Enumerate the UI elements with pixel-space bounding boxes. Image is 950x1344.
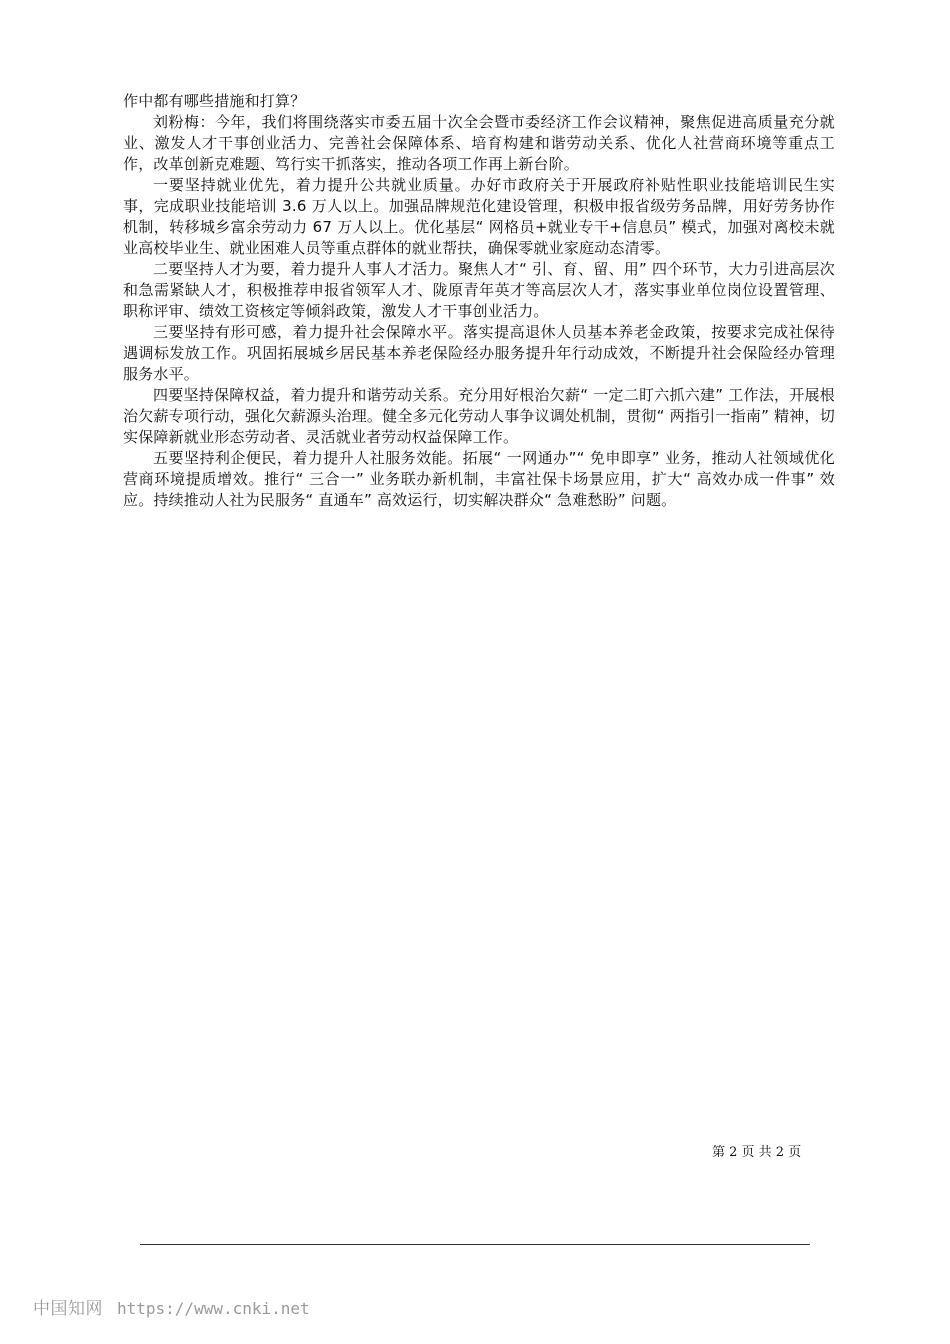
article-paragraph: 刘粉梅：今年，我们将围绕落实市委五届十次全会暨市委经济工作会议精神，聚焦促进高质量充分就业、激发人才干事创业活力、完善社会保障体系、培育构建和谐劳动关系、优化人社营商环境等重点工作，改革创新克难题、笃行实干抓落实，推动各项工作再上新台阶。 [123, 113, 835, 173]
article-body [123, 91, 835, 511]
cnki-watermark [33, 1294, 310, 1319]
article-paragraph: 三要坚持有形可感，着力提升社会保障水平。落实提高退休人员基本养老金政策，按要求完成社保待遇调标发放工作。巩固拓展城乡居民基本养老保险经办服务提升年行动成效，不断提升社会保险经办管理服务水平。 [123, 323, 835, 383]
article-paragraph: 二要坚持人才为要，着力提升人事人才活力。聚焦人才“ 引、育、留、用” 四个环节，大力引进高层次和急需紧缺人才，积极推荐申报省领军人才、陇原青年英才等高层次人才，落实事业单位岗位设置管理、职称评审、绩效工资核定等倾斜政策，激发人才干事创业活力。 [123, 260, 835, 320]
article-paragraph: 一要坚持就业优先，着力提升公共就业质量。办好市政府关于开展政府补贴性职业技能培训民生实事，完成职业技能培训 3.6 万人以上。加强品牌规范化建设管理，积极申报省级劳务品牌，用好劳务协作机制，转移城乡富余劳动力 67 万人以上。优化基层“ 网格员+就业专干+信息员” 模式，加强对离校未就业高校毕业生、就业困难人员等重点群体的就业帮扶，确保零就业家庭动态清零。 [123, 176, 835, 257]
article-paragraph: 作中都有哪些措施和打算？ [123, 92, 306, 110]
watermark-name: 中国知网 [33, 1299, 103, 1319]
watermark-url: https://www.cnki.net [117, 1299, 310, 1318]
footer-divider [140, 1244, 810, 1245]
page-number: 第 2 页 共 2 页 [712, 1145, 802, 1160]
article-paragraph: 四要坚持保障权益，着力提升和谐劳动关系。充分用好根治欠薪“ 一定二盯六抓六建” 工作法，开展根治欠薪专项行动，强化欠薪源头治理。健全多元化劳动人事争议调处机制，贯彻“ 两指引一指南” 精神，切实保障新就业形态劳动者、灵活就业者劳动权益保障工作。 [123, 386, 835, 446]
article-paragraph: 五要坚持利企便民，着力提升人社服务效能。拓展“ 一网通办”“ 免申即享” 业务，推动人社领域优化营商环境提质增效。推行“ 三合一” 业务联办新机制，丰富社保卡场景应用，扩大“ 高效办成一件事” 效应。持续推动人社为民服务“ 直通车” 高效运行，切实解决群众“ 急难愁盼” 问题。 [123, 449, 835, 509]
